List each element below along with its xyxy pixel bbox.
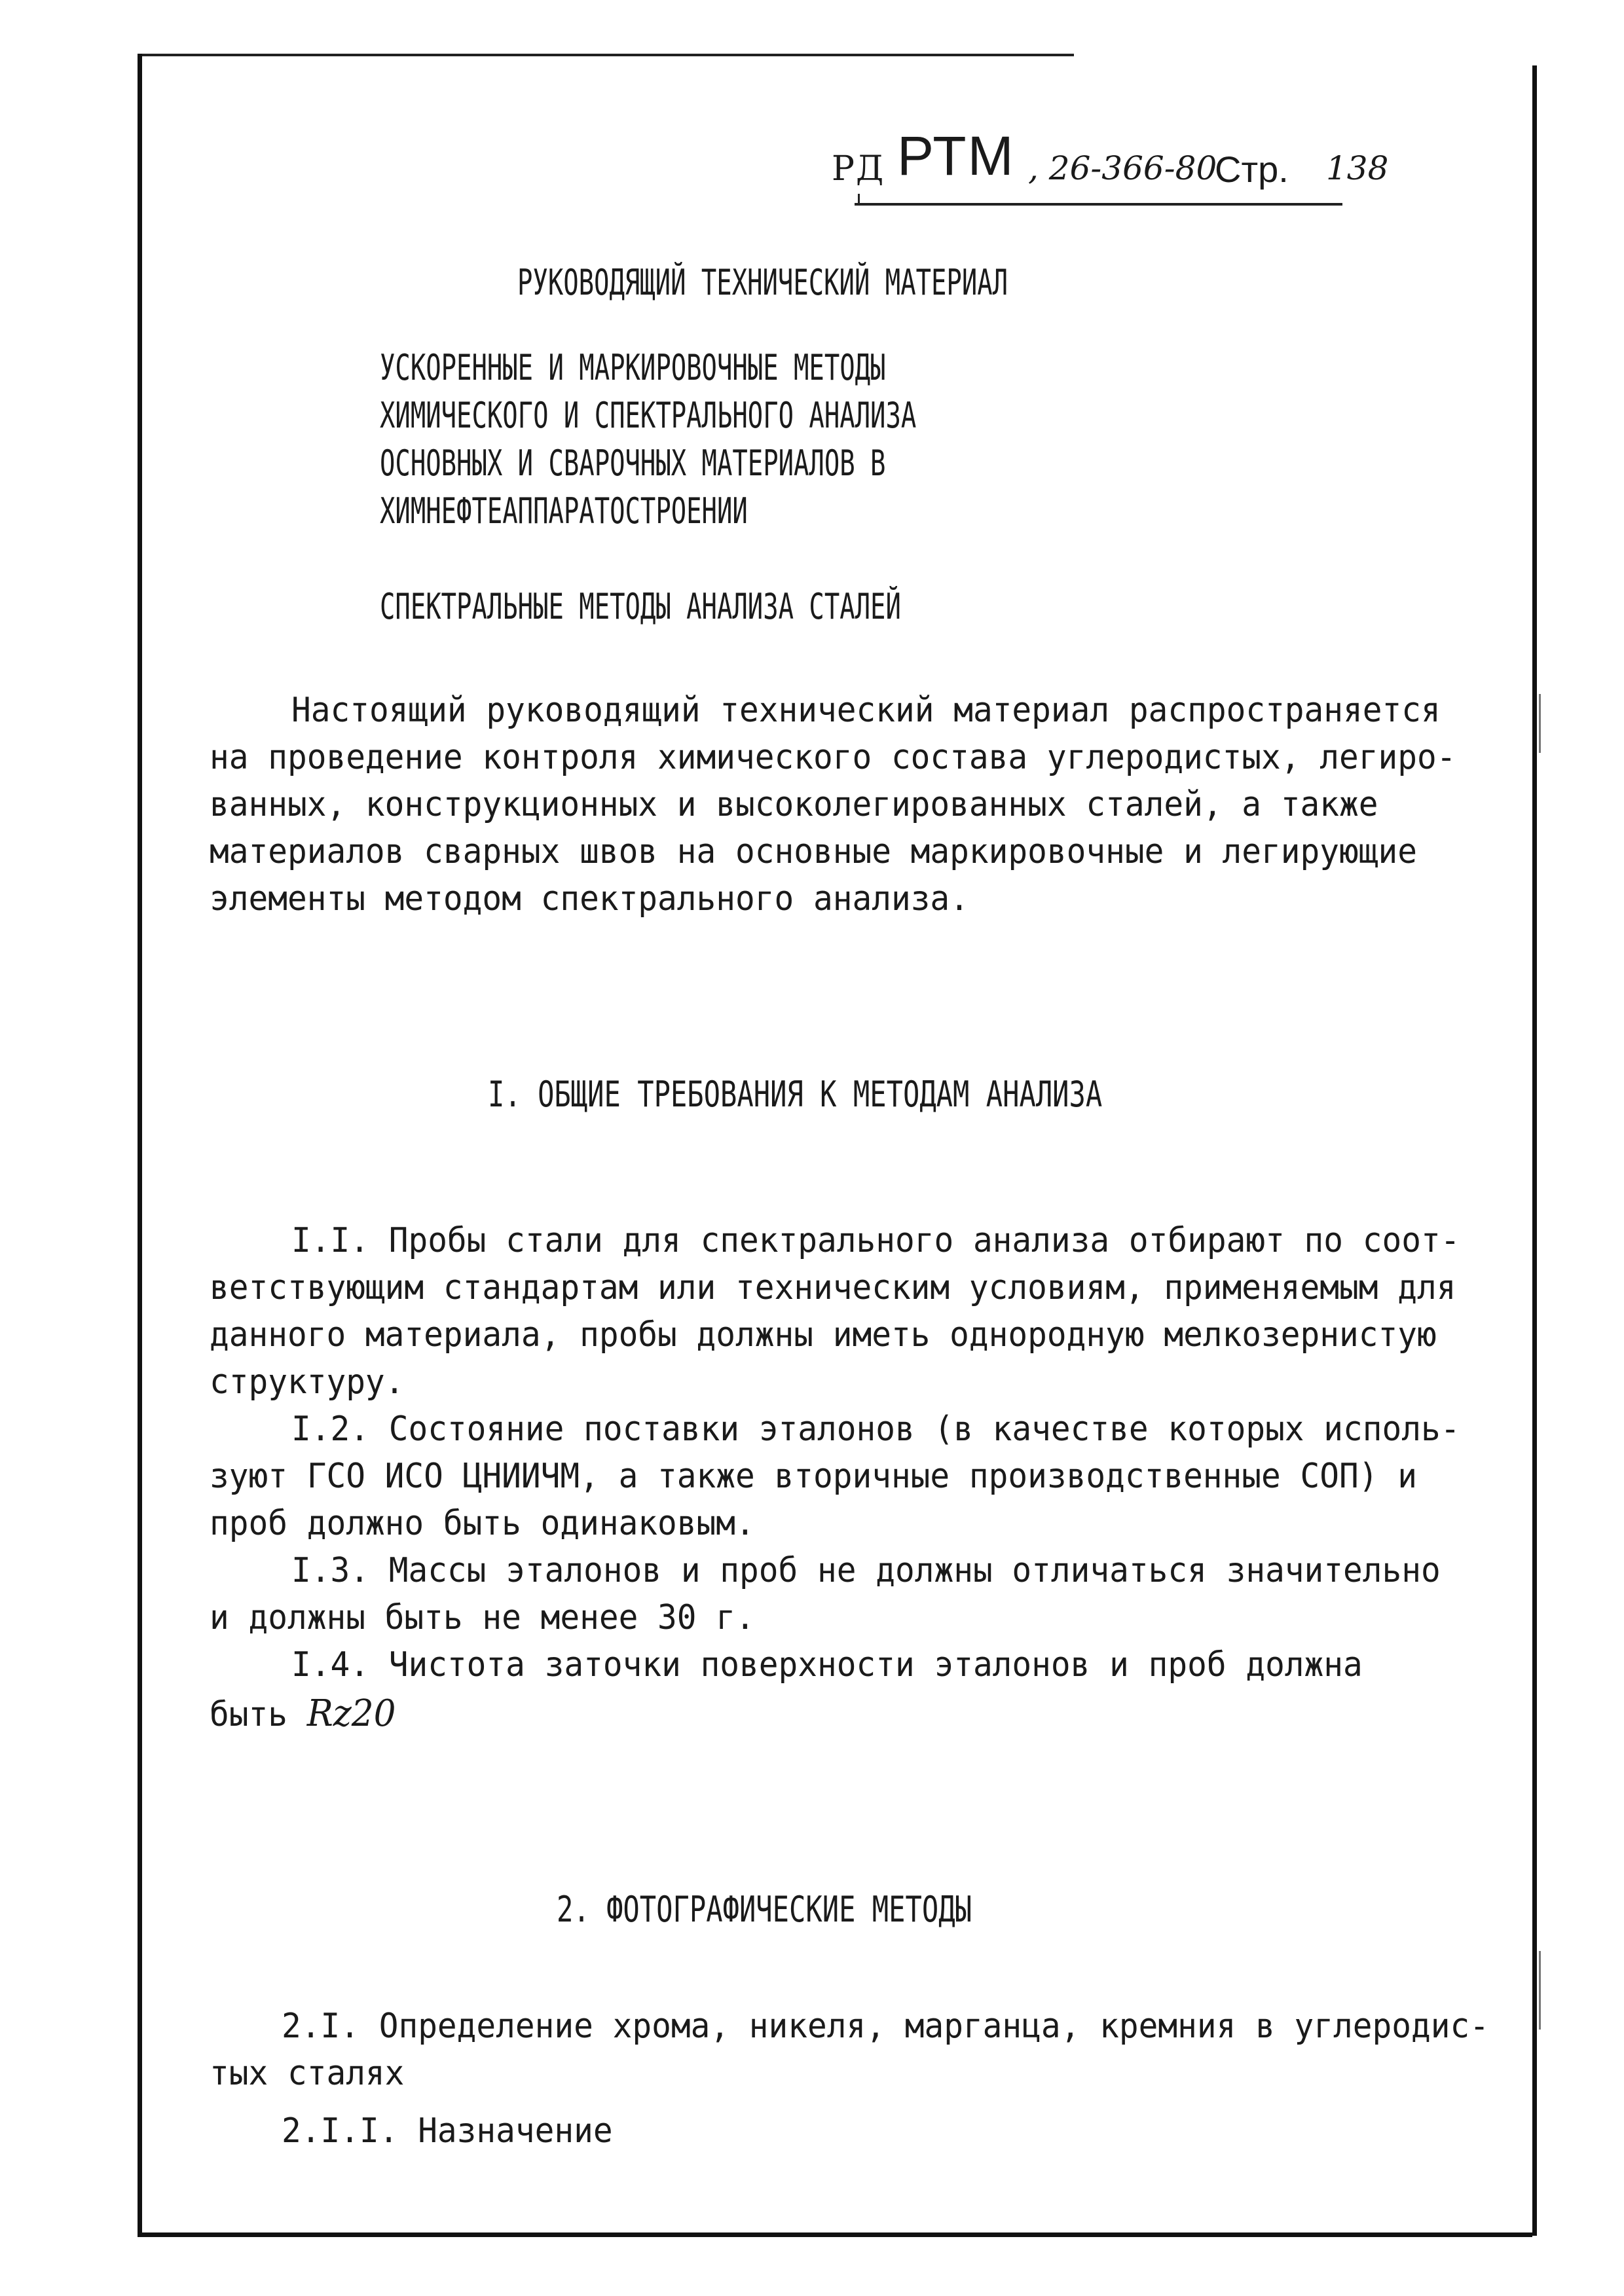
roughness-value: Rz20	[306, 1692, 396, 1735]
paragraph-line: 2.I.I. Назначение	[282, 2111, 613, 2151]
paragraph-line	[210, 1692, 396, 1735]
paragraph-line: элементы методом спектрального анализа.	[210, 879, 969, 919]
code-prefix: РД	[832, 149, 885, 189]
paragraph-line: ванных, конструкционных и высоколегированных сталей, а также	[210, 785, 1378, 824]
paragraph-line: данного материала, пробы должны иметь однородную мелкозернистую	[210, 1315, 1437, 1355]
paragraph-line: на проведение контроля химического состава углеродистых, легиро-	[210, 738, 1456, 777]
title-line: УСКОРЕННЫЕ И МАРКИРОВОЧНЫЕ МЕТОДЫ	[380, 347, 886, 388]
code-series: РТМ	[897, 125, 1015, 187]
scan-edge-mark	[1539, 1951, 1541, 2030]
paragraph-line: ветствующим стандартам или техническим условиям, применяемым для	[210, 1268, 1456, 1307]
paragraph-line: и должны быть не менее 30 г.	[210, 1598, 755, 1637]
paragraph-line: I.3. Массы эталонов и проб не должны отличаться значительно	[291, 1551, 1441, 1590]
paragraph-line: I.4. Чистота заточки поверхности эталонов и проб должна	[291, 1645, 1363, 1685]
section-1-heading: I. ОБЩИЕ ТРЕБОВАНИЯ К МЕТОДАМ АНАЛИЗА	[488, 1074, 1103, 1115]
title-line: ХИМИЧЕСКОГО И СПЕКТРАЛЬНОГО АНАЛИЗА	[380, 395, 917, 436]
page-label: Стр.	[1215, 149, 1289, 190]
paragraph-line: зуют ГСО ИСО ЦНИИЧМ, а также вторичные производственные СОП) и	[210, 1457, 1417, 1496]
page-frame-bottom-line	[138, 2232, 1532, 2237]
header-underline	[855, 203, 1342, 206]
scan-edge-mark	[1539, 694, 1541, 753]
section-2-heading: 2. ФОТОГРАФИЧЕСКИЕ МЕТОДЫ	[557, 1889, 972, 1930]
document-subtitle: СПЕКТРАЛЬНЫЕ МЕТОДЫ АНАЛИЗА СТАЛЕЙ	[380, 586, 901, 627]
code-number: , 26-366-80	[1028, 149, 1217, 187]
page-number: 138	[1326, 149, 1389, 187]
paragraph-line: структуру.	[210, 1362, 405, 1402]
title-line: ХИМНЕФТЕАППАРАТОСТРОЕНИИ	[380, 490, 748, 532]
page-frame-left-line	[138, 54, 142, 2234]
line-text: быть	[210, 1695, 287, 1734]
title-line: ОСНОВНЫХ И СВАРОЧНЫХ МАТЕРИАЛОВ В	[380, 443, 886, 484]
paragraph-line: проб должно быть одинаковым.	[210, 1504, 755, 1543]
page-frame-right-line	[1532, 65, 1537, 2236]
paragraph-line: 2.I. Определение хрома, никеля, марганца, кремния в углеродис-	[282, 2007, 1489, 2046]
header-underline-tick	[858, 194, 860, 204]
page-frame-top-line	[138, 54, 1074, 56]
paragraph-line: Настоящий руководящий технический материал распространяется	[291, 691, 1441, 730]
document-category: РУКОВОДЯЩИЙ ТЕХНИЧЕСКИЙ МАТЕРИАЛ	[517, 262, 1008, 303]
paragraph-line: I.2. Состояние поставки эталонов (в качестве которых исполь-	[291, 1410, 1460, 1449]
paragraph-line: материалов сварных швов на основные маркировочные и легирующие	[210, 832, 1417, 871]
paragraph-line: I.I. Пробы стали для спектрального анализа отбирают по соот-	[291, 1221, 1460, 1260]
paragraph-line: тых сталях	[210, 2054, 405, 2093]
